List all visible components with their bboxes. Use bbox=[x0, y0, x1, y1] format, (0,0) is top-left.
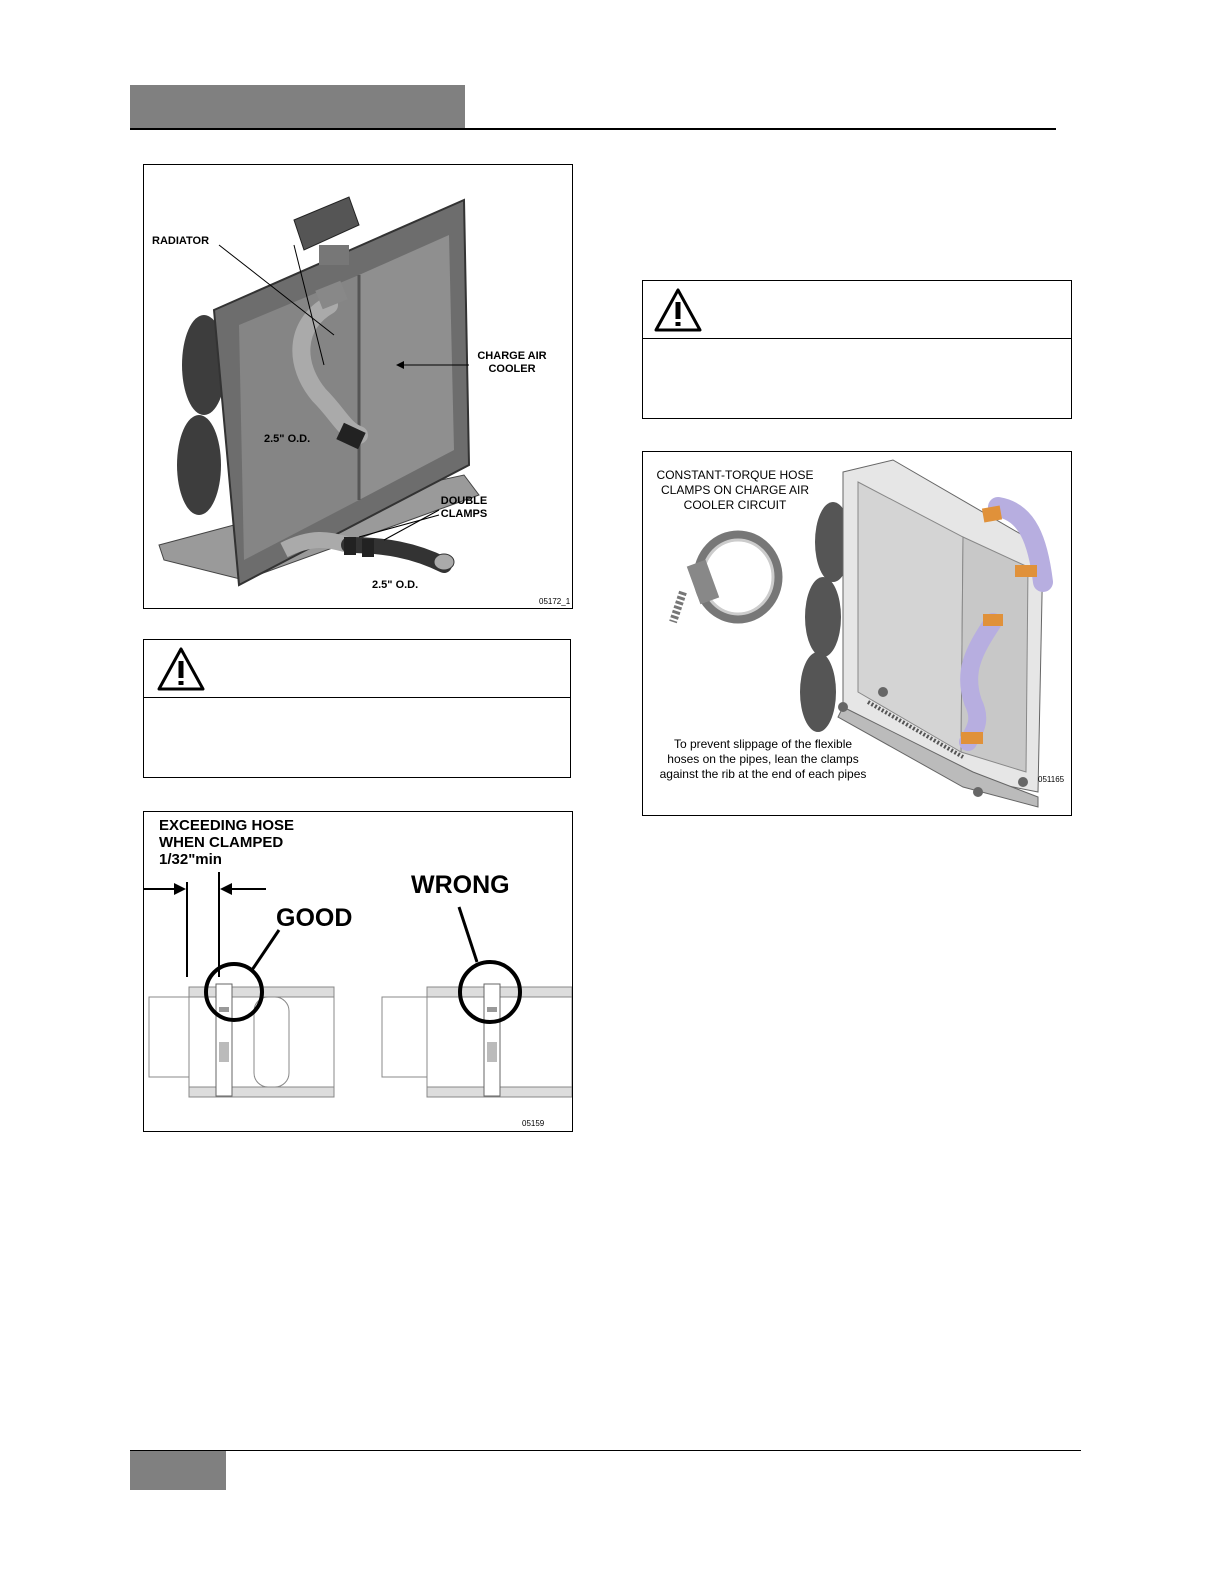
label-note-3: against the rib at the end of each pipes bbox=[659, 767, 867, 781]
figure-radiator-cac bbox=[143, 164, 573, 609]
label-double-clamps-1: DOUBLE bbox=[440, 495, 488, 507]
caution-box-right bbox=[642, 280, 1072, 419]
figure-constant-torque-clamps bbox=[642, 451, 1072, 816]
figure-number: 05172_1 bbox=[539, 597, 571, 606]
label-charge-air-cooler-1: CHARGE AIR bbox=[477, 350, 547, 362]
label-note-1: To prevent slippage of the flexible bbox=[673, 737, 853, 751]
label-od-bottom: 2.5" O.D. bbox=[372, 579, 419, 591]
label-title-3: COOLER CIRCUIT bbox=[683, 498, 787, 512]
figure-clamp-position bbox=[143, 811, 573, 1132]
figure-number: 05159 bbox=[522, 1119, 545, 1128]
label-note-2: hoses on the pipes, lean the clamps bbox=[667, 752, 859, 766]
label-od-top: 2.5" O.D. bbox=[264, 433, 311, 445]
radiator-illustration bbox=[144, 165, 572, 608]
caution-triangle-icon bbox=[156, 646, 206, 692]
header-rule bbox=[130, 128, 1056, 130]
label-good: GOOD bbox=[276, 904, 353, 932]
label-exceeding-1: EXCEEDING HOSE bbox=[159, 817, 295, 834]
label-charge-air-cooler-2: COOLER bbox=[488, 363, 536, 375]
label-wrong: WRONG bbox=[411, 871, 510, 899]
label-exceeding-3: 1/32"min bbox=[159, 851, 222, 868]
header-bar bbox=[130, 85, 465, 129]
footer-rule bbox=[130, 1450, 1081, 1451]
caution-box-left bbox=[143, 639, 571, 778]
footer-bar bbox=[130, 1451, 226, 1490]
label-radiator: RADIATOR bbox=[152, 235, 210, 247]
figure-number: 051165 bbox=[1038, 775, 1065, 784]
label-double-clamps-2: CLAMPS bbox=[440, 508, 488, 520]
caution-triangle-icon bbox=[653, 287, 703, 333]
label-title-2: CLAMPS ON CHARGE AIR bbox=[660, 483, 810, 497]
label-exceeding-2: WHEN CLAMPED bbox=[159, 834, 284, 851]
label-title-1: CONSTANT-TORQUE HOSE bbox=[656, 468, 814, 482]
